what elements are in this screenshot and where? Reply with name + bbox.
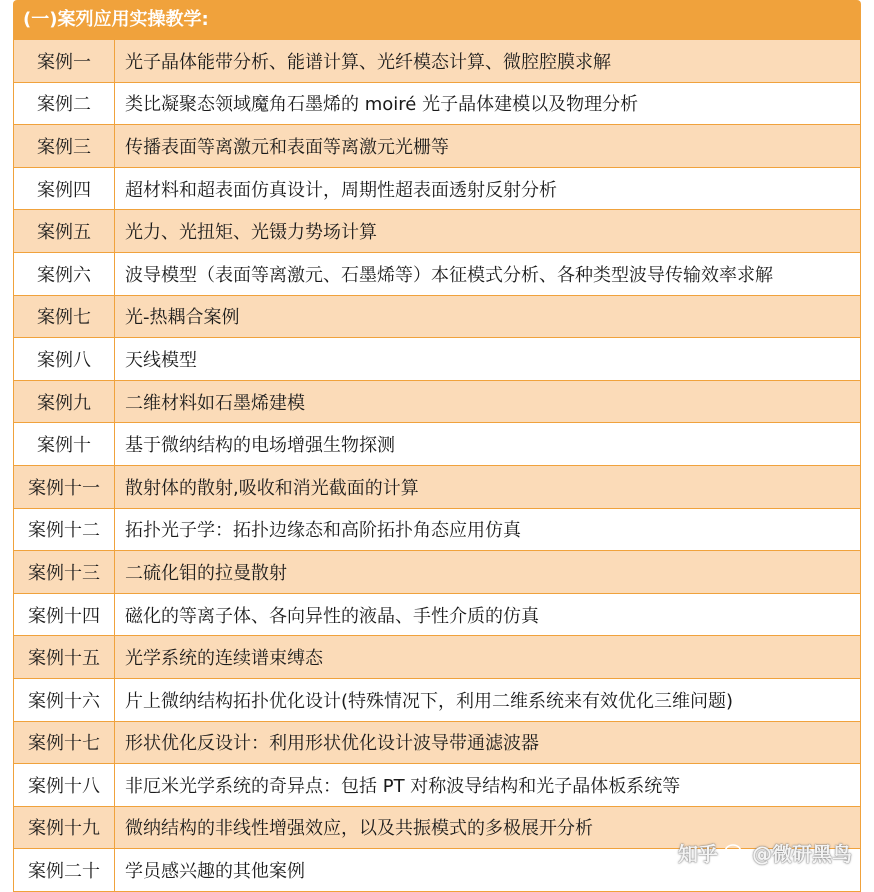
case-name: 案例十四 (14, 594, 115, 636)
case-description: 超材料和超表面仿真设计，周期性超表面透射反射分析 (125, 179, 557, 201)
table-row (14, 807, 860, 850)
case-description: 天线模型 (125, 349, 197, 371)
case-name: 案例六 (14, 253, 115, 295)
case-description: 微纳结构的非线性增强效应，以及共振模式的多极展开分析 (125, 818, 593, 840)
case-description: 片上微纳结构拓扑优化设计(特殊情况下，利用二维系统来有效优化三维问题) (125, 690, 734, 712)
case-description: 光子晶体能带分析、能谱计算、光纤模态计算、微腔腔膜求解 (125, 51, 611, 73)
table-row (14, 381, 860, 424)
case-name: 案例四 (14, 168, 115, 210)
table-row (14, 210, 860, 253)
case-name: 案例十 (14, 423, 115, 465)
case-name: 案例二十 (14, 849, 115, 891)
case-description: 光力、光扭矩、光镊力势场计算 (125, 222, 377, 244)
watermark-author: @微研黑鸟 (752, 842, 852, 866)
case-name: 案例八 (14, 338, 115, 380)
case-description: 学员感兴趣的其他案例 (125, 861, 305, 883)
table-row (14, 764, 860, 807)
table-row (14, 125, 860, 168)
case-name: 案例七 (14, 296, 115, 338)
case-description: 类比凝聚态领域魔角石墨烯的 moiré 光子晶体建模以及物理分析 (125, 94, 639, 116)
table-row (14, 168, 860, 211)
watermark-site: 知乎 (678, 842, 718, 866)
case-description: 光学系统的连续谱束缚态 (125, 648, 323, 670)
table-row (14, 509, 860, 552)
case-name: 案例十一 (14, 466, 115, 508)
table-row (14, 551, 860, 594)
case-description: 二维材料如石墨烯建模 (125, 392, 305, 414)
case-name: 案例十六 (14, 679, 115, 721)
table-row (14, 338, 860, 381)
case-list (13, 40, 861, 892)
case-description: 非厄米光学系统的奇异点：包括 PT 对称波导结构和光子晶体板系统等 (125, 775, 681, 797)
case-description: 散射体的散射,吸收和消光截面的计算 (125, 477, 419, 499)
section-header: (一)案列应用实操教学: (13, 0, 861, 40)
case-name: 案例三 (14, 125, 115, 167)
table-row (14, 594, 860, 637)
case-name: 案例一 (14, 40, 115, 82)
case-name: 案例二 (14, 83, 115, 125)
table-row (14, 466, 860, 509)
table-row (14, 849, 860, 892)
case-description: 波导模型（表面等离激元、石墨烯等）本征模式分析、各种类型波导传输效率求解 (125, 264, 773, 286)
table-row (14, 636, 860, 679)
case-description: 形状优化反设计：利用形状优化设计波导带通滤波器 (125, 733, 539, 755)
case-name: 案例十七 (14, 722, 115, 764)
case-name: 案例十五 (14, 636, 115, 678)
case-name: 案例十三 (14, 551, 115, 593)
case-name: 案例十二 (14, 509, 115, 551)
course-case-table (13, 0, 861, 888)
case-description: 光-热耦合案例 (125, 307, 240, 329)
case-description: 传播表面等离激元和表面等离激元光栅等 (125, 136, 449, 158)
table-row (14, 423, 860, 466)
case-description: 基于微纳结构的电场增强生物探测 (125, 435, 395, 457)
case-name: 案例九 (14, 381, 115, 423)
case-name: 案例五 (14, 210, 115, 252)
case-description: 二硫化钼的拉曼散射 (125, 562, 287, 584)
table-row (14, 83, 860, 126)
table-row (14, 722, 860, 765)
table-row (14, 679, 860, 722)
table-row (14, 253, 860, 296)
case-name: 案例十九 (14, 807, 115, 849)
case-description: 拓扑光子学：拓扑边缘态和高阶拓扑角态应用仿真 (125, 520, 521, 542)
table-row (14, 40, 860, 83)
case-description: 磁化的等离子体、各向异性的液晶、手性介质的仿真 (125, 605, 539, 627)
table-row (14, 296, 860, 339)
case-name: 案例十八 (14, 764, 115, 806)
